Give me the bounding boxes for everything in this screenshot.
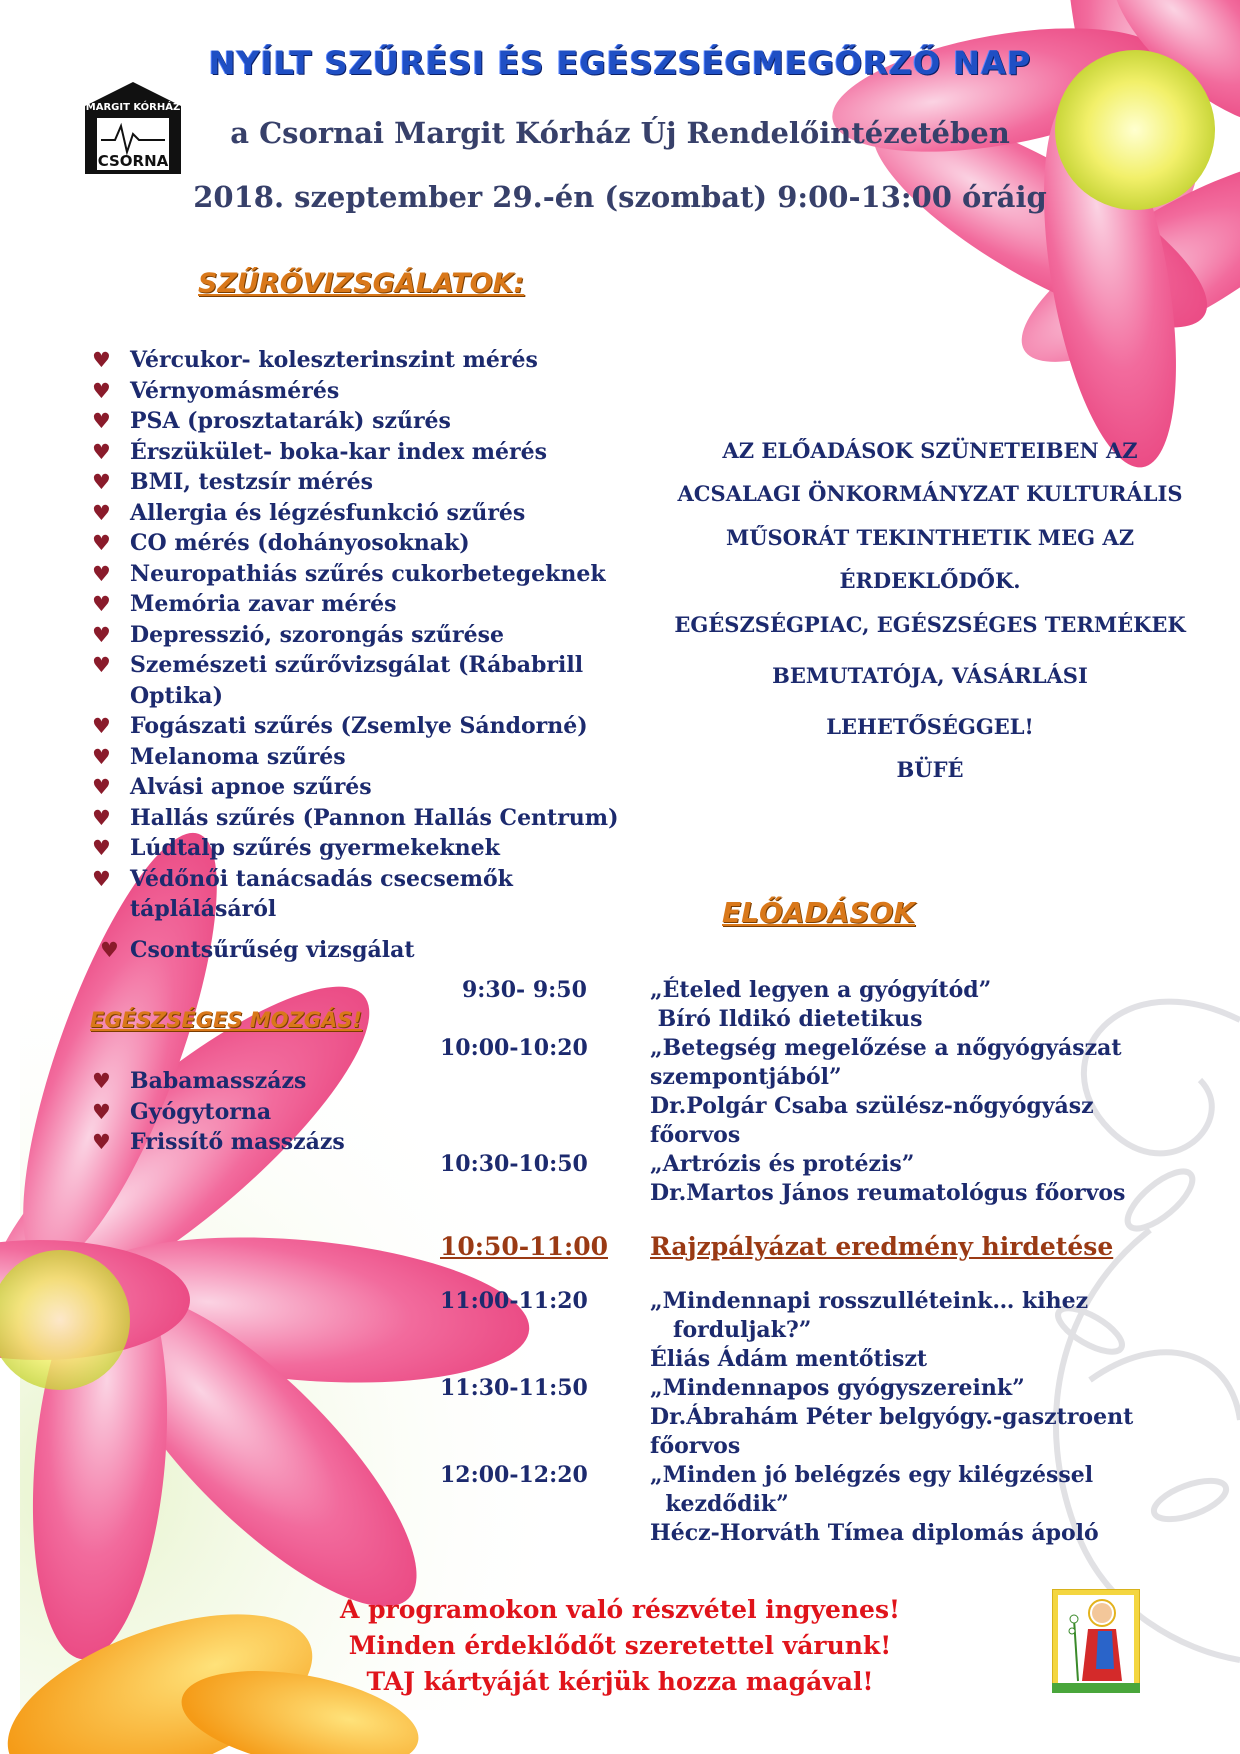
info-line: BÜFÉ	[896, 757, 964, 782]
info-line: ACSALAGI ÖNKORMÁNYZAT KULTURÁLIS	[677, 481, 1183, 506]
list-item: ♥ PSA (prosztatarák) szűrés	[92, 406, 662, 437]
schedule-line: „Mindennapos gyógyszereink”	[650, 1375, 1025, 1401]
schedule-line: főorvos	[650, 1433, 741, 1459]
movement-heading: EGÉSZSÉGES MOZGÁS!	[90, 1008, 362, 1032]
list-item: ♥ BMI, testzsír mérés	[92, 467, 662, 498]
town-crest	[1052, 1589, 1140, 1693]
schedule-highlight-row	[440, 1232, 1120, 1261]
page-subtitle: a Csornai Margit Kórház Új Rendelőintézetében	[230, 116, 1010, 150]
schedule-line: „Mindennapi rosszulléteink… kihez	[650, 1288, 1089, 1314]
heart-icon: ♥	[92, 621, 111, 647]
schedule-time: 11:30-11:50	[440, 1375, 588, 1401]
footer-line: A programokon való részvétel ingyenes!	[339, 1595, 901, 1624]
schedule-line: Dr.Martos János reumatológus főorvos	[650, 1180, 1126, 1206]
schedule-time: 10:30-10:50	[440, 1151, 588, 1177]
list-item: ♥ Frissítő masszázs	[92, 1127, 422, 1158]
heart-icon: ♥	[92, 652, 111, 677]
info-line: EGÉSZSÉGPIAC, EGÉSZSÉGES TERMÉKEK	[674, 612, 1186, 637]
list-item: ♥ Neuropathiás szűrés cukorbetegeknek	[92, 559, 662, 590]
heart-icon: ♥	[92, 560, 111, 586]
heart-icon: ♥	[92, 835, 111, 860]
page-title: NYÍLT SZŰRÉSI ÉS EGÉSZSÉGMEGŐRZŐ NAP	[208, 44, 1032, 82]
list-item: ♥ Alvási apnoe szűrés	[92, 772, 662, 803]
list-item: ♥ Depresszió, szorongás szűrése	[92, 620, 662, 651]
heart-icon: ♥	[92, 713, 111, 738]
screenings-heading: SZŰRŐVIZSGÁLATOK:	[198, 268, 525, 299]
schedule-row	[440, 1287, 1120, 1374]
heart-icon: ♥	[92, 1098, 111, 1124]
schedule-line: „Artrózis és protézis”	[650, 1151, 915, 1177]
heart-icon: ♥	[92, 774, 111, 799]
list-item: ♥ Gyógytorna	[92, 1097, 422, 1128]
info-line: BEMUTATÓJA, VÁSÁRLÁSI	[772, 663, 1088, 688]
list-item: ♥ Vérnyomásmérés	[92, 376, 662, 407]
list-item: ♥ CO mérés (dohányosoknak)	[92, 528, 662, 559]
schedule-row	[440, 1461, 1120, 1548]
highlight-text: Rajzpályázat eredmény hirdetése	[650, 1232, 1114, 1261]
svg-text:CSORNA: CSORNA	[97, 152, 169, 170]
list-item: ♥ Babamasszázs	[92, 1066, 422, 1097]
town-crest-icon	[1052, 1589, 1140, 1693]
lecture-schedule	[440, 976, 1134, 1548]
heart-icon: ♥	[92, 377, 111, 403]
movement-list	[92, 1066, 422, 1158]
schedule-line: „Ételed legyen a gyógyítód”	[650, 977, 992, 1003]
footer-line: TAJ kártyáját kérjük hozza magával!	[366, 1667, 874, 1696]
list-item: ♥ Melanoma szűrés	[92, 742, 662, 773]
list-item: ♥ Allergia és légzésfunkció szűrés	[92, 498, 662, 529]
heart-icon: ♥	[92, 1129, 111, 1154]
info-line: MŰSORÁT TEKINTHETIK MEG AZ	[725, 525, 1135, 550]
schedule-time: 9:30- 9:50	[462, 977, 587, 1003]
list-item: ♥ Fogászati szűrés (Zsemlye Sándorné)	[92, 711, 662, 742]
info-line: ÉRDEKLŐDŐK.	[839, 568, 1021, 593]
list-item: ♥ Csontsűrűség vizsgálat	[92, 935, 662, 966]
schedule-line: Dr.Polgár Csaba szülész-nőgyógyász	[650, 1093, 1094, 1119]
schedule-time: 12:00-12:20	[440, 1462, 588, 1488]
heart-icon: ♥	[92, 804, 111, 830]
list-item: ♥ Memória zavar mérés	[92, 589, 662, 620]
schedule-line: főorvos	[650, 1122, 741, 1148]
schedule-line: „Betegség megelőzése a nőgyógyászat	[650, 1035, 1122, 1061]
heart-icon: ♥	[92, 438, 111, 464]
heart-icon: ♥	[92, 469, 111, 494]
svg-text:MARGIT KÓRHÁZ: MARGIT KÓRHÁZ	[85, 102, 181, 113]
schedule-line: szempontjából”	[650, 1064, 842, 1090]
list-item: ♥ Lúdtalp szűrés gyermekeknek	[92, 833, 662, 864]
schedule-line: Hécz-Horváth Tímea diplomás ápoló	[650, 1520, 1099, 1546]
heart-icon: ♥	[92, 865, 111, 891]
info-line: AZ ELŐADÁSOK SZÜNETEIBEN AZ	[722, 438, 1138, 463]
schedule-line: kezdődik”	[650, 1491, 789, 1517]
event-date: 2018. szeptember 29.-én (szombat) 9:00-13:00 óráig	[193, 180, 1047, 214]
screenings-list	[92, 345, 662, 965]
schedule-row	[440, 1374, 1134, 1461]
schedule-line: Dr.Ábrahám Péter belgyógy.-gasztroent	[650, 1404, 1134, 1430]
schedule-row	[440, 976, 1120, 1034]
schedule-row	[440, 1034, 1120, 1150]
schedule-line: Éliás Ádám mentőtiszt	[650, 1346, 928, 1372]
list-item: ♥ Szemészeti szűrővizsgálat (Rábabrill Optika)	[92, 652, 584, 709]
schedule-line: forduljak?”	[650, 1317, 812, 1343]
list-item: ♥ Vércukor- koleszterinszint mérés	[92, 345, 662, 376]
heart-icon: ♥	[100, 936, 119, 962]
heart-icon: ♥	[92, 499, 111, 525]
schedule-time: 10:00-10:20	[440, 1035, 588, 1061]
heart-icon: ♥	[92, 591, 111, 616]
schedule-row	[440, 1150, 1126, 1208]
heart-icon: ♥	[92, 1068, 111, 1093]
highlight-time: 10:50-11:00	[440, 1232, 608, 1261]
list-item: ♥ Védőnői tanácsadás csecsemők táplálásáról	[92, 865, 513, 922]
heart-icon: ♥	[92, 530, 111, 555]
lectures-heading: ELŐADÁSOK	[722, 896, 916, 929]
list-item: ♥ Hallás szűrés (Pannon Hallás Centrum)	[92, 803, 662, 834]
info-line: LEHETŐSÉGGEL!	[826, 714, 1034, 739]
footer-line: Minden érdeklődőt szeretettel várunk!	[348, 1631, 892, 1660]
schedule-line: Bíró Ildikó dietetikus	[650, 1006, 923, 1032]
heart-icon: ♥	[92, 743, 111, 769]
schedule-line: „Minden jó belégzés egy kilégzéssel	[650, 1462, 1094, 1488]
list-item: ♥ Érszükület- boka-kar index mérés	[92, 437, 662, 468]
schedule-time: 11:00-11:20	[440, 1288, 588, 1314]
heart-icon: ♥	[92, 408, 111, 433]
heart-icon: ♥	[92, 347, 111, 372]
